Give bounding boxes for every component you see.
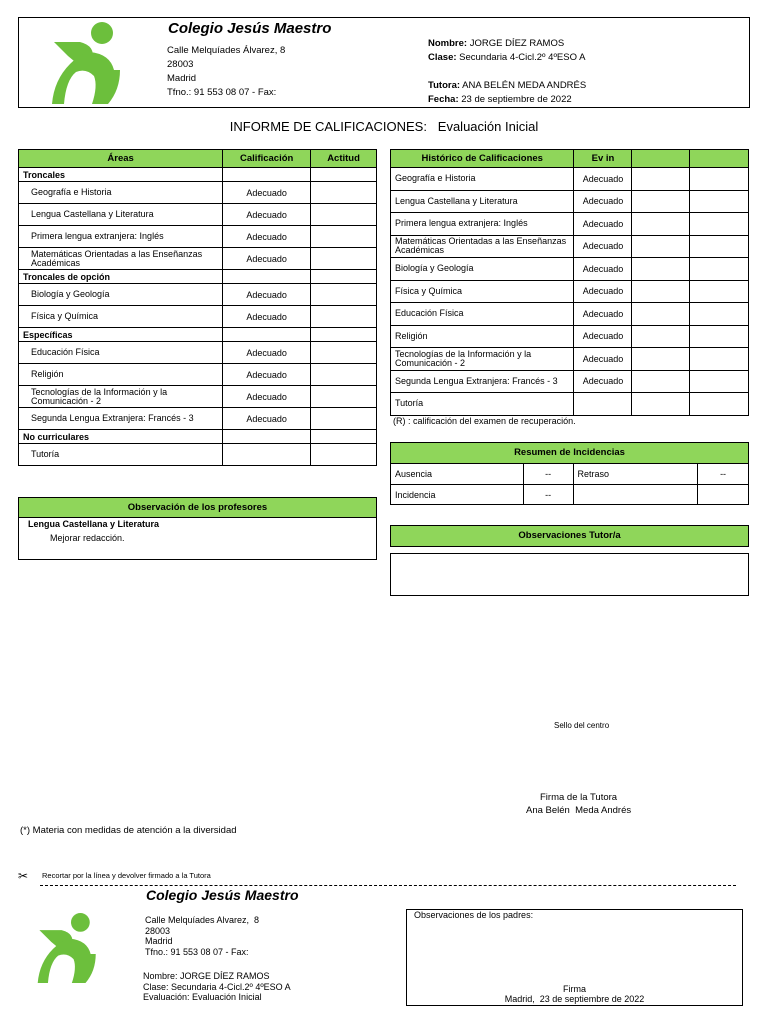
clase-label: Clase: <box>428 52 457 63</box>
grades-attitude <box>311 284 377 306</box>
grades-row <box>19 342 377 364</box>
tutora-name: Ana Belén Meda Andrés <box>526 805 632 816</box>
cut-instructions: Recortar por la línea y devolver firmado a la Tutora <box>42 871 211 880</box>
history-cell-empty <box>690 258 749 281</box>
slip-clase: Clase: Secundaria 4-Cicl.2º 4ºESO A <box>143 981 291 992</box>
history-cell-empty <box>690 168 749 191</box>
grades-cell-empty <box>311 270 377 284</box>
city: Madrid <box>167 73 197 84</box>
history-cell-empty <box>690 393 749 416</box>
grades-section-row <box>19 270 377 284</box>
grades-header-area: Áreas <box>19 150 223 168</box>
history-row <box>391 280 749 303</box>
nombre-value: JORGE DÍEZ RAMOS <box>469 38 565 49</box>
retraso-label: Retraso <box>573 464 698 485</box>
phone: Tfno.: 91 553 08 07 - Fax: <box>167 87 277 98</box>
grades-grade: Adecuado <box>223 182 311 204</box>
history-cell-empty <box>632 190 690 213</box>
slip-nombre: Nombre: JORGE DÍEZ RAMOS <box>143 971 270 981</box>
grades-area: Educación Física <box>19 342 223 364</box>
slip-address <box>145 915 259 957</box>
grades-section-label: No curriculares <box>19 430 223 444</box>
history-row <box>391 393 749 416</box>
grades-section-row <box>19 430 377 444</box>
grades-row <box>19 182 377 204</box>
grades-cell-empty <box>311 328 377 342</box>
incidencia-label: Incidencia <box>391 485 524 505</box>
grades-attitude <box>311 182 377 204</box>
history-grade: Adecuado <box>574 258 632 281</box>
obs-tutor-box <box>390 553 749 596</box>
address-line: Calle Melquíades Álvarez, 8 <box>167 45 286 56</box>
grades-area: Física y Química <box>19 306 223 328</box>
obs-profesores-text: Mejorar redacción. <box>50 533 125 543</box>
history-area: Educación Física <box>391 303 574 326</box>
history-cell-empty <box>632 168 690 191</box>
grades-section-label: Específicas <box>19 328 223 342</box>
history-cell-empty <box>690 280 749 303</box>
grades-grade: Adecuado <box>223 226 311 248</box>
slip-address-line: Calle Melquíades Alvarez, 8 <box>145 915 260 925</box>
grades-cell-empty <box>311 168 377 182</box>
slip-school-logo <box>36 910 100 986</box>
slip-phone: Tfno.: 91 553 08 07 - Fax: <box>145 946 249 957</box>
obs-profesores-title: Observación de los profesores <box>18 497 377 518</box>
obs-padres-box <box>406 909 743 1006</box>
history-cell-empty <box>690 235 749 258</box>
grades-section-row <box>19 328 377 342</box>
grades-area: Geografía e Historia <box>19 182 223 204</box>
grades-section-label: Troncales <box>19 168 223 182</box>
school-logo <box>50 20 125 106</box>
history-cell-empty <box>632 348 690 371</box>
grades-row <box>19 386 377 408</box>
grades-cell-empty <box>223 168 311 182</box>
grades-table <box>18 149 377 466</box>
slip-postal-code: 28003 <box>145 925 171 936</box>
grades-attitude <box>311 386 377 408</box>
incidencias-empty <box>698 485 749 505</box>
grades-header-grade: Calificación <box>223 150 311 168</box>
history-area: Segunda Lengua Extranjera: Francés - 3 <box>391 370 574 393</box>
history-cell-empty <box>632 325 690 348</box>
history-row <box>391 213 749 236</box>
postal-code: 28003 <box>167 59 194 70</box>
history-cell-empty <box>632 280 690 303</box>
history-area: Geografía e Historia <box>391 168 574 191</box>
obs-profesores-box <box>18 517 377 560</box>
history-area: Física y Química <box>391 280 574 303</box>
grades-grade: Adecuado <box>223 386 311 408</box>
slip-evaluacion: Evaluación: Evaluación Inicial <box>143 992 262 1002</box>
footnote: (*) Materia con medidas de atención a la diversidad <box>20 825 237 836</box>
cut-line <box>40 885 736 886</box>
grades-area: Tecnologías de la Información y la Comunicación - 2 <box>19 386 223 408</box>
sello-label: Sello del centro <box>554 721 610 730</box>
slip-student-info <box>143 971 291 1003</box>
history-grade: Adecuado <box>574 280 632 303</box>
grades-attitude <box>311 408 377 430</box>
report-title: INFORME DE CALIFICACIONES: Evaluación Inicial <box>229 119 539 134</box>
grades-cell-empty <box>223 430 311 444</box>
history-header-col4 <box>690 150 749 168</box>
grades-row <box>19 204 377 226</box>
grades-attitude <box>311 364 377 386</box>
history-cell-empty <box>690 325 749 348</box>
grades-section-label: Troncales de opción <box>19 270 223 284</box>
history-grade: Adecuado <box>574 168 632 191</box>
history-grade: Adecuado <box>574 213 632 236</box>
history-header-area: Histórico de Calificaciones <box>391 150 574 168</box>
incidencias-title: Resumen de Incidencias <box>390 442 749 464</box>
history-area: Primera lengua extranjera: Inglés <box>391 213 574 236</box>
history-area: Matemáticas Orientadas a las Enseñanzas Académicas <box>391 235 574 258</box>
grades-area: Matemáticas Orientadas a las Enseñanzas Académicas <box>19 248 223 270</box>
firma-label: Firma <box>563 984 586 994</box>
history-cell-empty <box>632 213 690 236</box>
obs-tutor-title: Observaciones Tutor/a <box>390 525 749 547</box>
grades-area: Primera lengua extranjera: Inglés <box>19 226 223 248</box>
history-grade: Adecuado <box>574 325 632 348</box>
grades-area: Religión <box>19 364 223 386</box>
retraso-value: -- <box>698 464 749 485</box>
grades-row <box>19 284 377 306</box>
grades-grade: Adecuado <box>223 248 311 270</box>
grades-row <box>19 408 377 430</box>
grades-row <box>19 226 377 248</box>
history-grade: Adecuado <box>574 235 632 258</box>
tutora-value: ANA BELÉN MEDA ANDRÉS <box>462 80 587 91</box>
incidencias-table <box>390 463 749 505</box>
history-cell-empty <box>690 303 749 326</box>
grades-cell-empty <box>223 270 311 284</box>
history-row <box>391 190 749 213</box>
grades-attitude <box>311 342 377 364</box>
history-header-col3 <box>632 150 690 168</box>
grades-grade: Adecuado <box>223 284 311 306</box>
school-address <box>167 44 285 100</box>
history-row <box>391 370 749 393</box>
history-area: Religión <box>391 325 574 348</box>
grades-area: Segunda Lengua Extranjera: Francés - 3 <box>19 408 223 430</box>
fecha-label: Fecha: <box>428 94 459 105</box>
history-area: Tutoría <box>391 393 574 416</box>
grades-area: Biología y Geología <box>19 284 223 306</box>
history-row <box>391 348 749 371</box>
history-row <box>391 325 749 348</box>
history-cell-empty <box>632 258 690 281</box>
grades-attitude <box>311 248 377 270</box>
school-name: Colegio Jesús Maestro <box>168 20 332 37</box>
grades-attitude <box>311 306 377 328</box>
tutora-label: Tutora: <box>428 80 461 91</box>
history-cell-empty <box>632 393 690 416</box>
header-box <box>18 17 750 108</box>
slip-school-name: Colegio Jesús Maestro <box>146 887 299 903</box>
history-row <box>391 258 749 281</box>
grades-grade: Adecuado <box>223 204 311 226</box>
history-cell-empty <box>690 348 749 371</box>
grades-section-row <box>19 168 377 182</box>
grades-grade: Adecuado <box>223 342 311 364</box>
firma-tutora-label: Firma de la Tutora <box>540 792 618 803</box>
history-grade <box>574 393 632 416</box>
grades-row <box>19 248 377 270</box>
incidencia-value: -- <box>523 485 573 505</box>
history-cell-empty <box>690 370 749 393</box>
grades-row <box>19 306 377 328</box>
history-row <box>391 303 749 326</box>
grades-row <box>19 364 377 386</box>
history-grade: Adecuado <box>574 190 632 213</box>
student-info <box>428 37 586 107</box>
history-header-evin: Ev in <box>574 150 632 168</box>
history-row <box>391 168 749 191</box>
incidencias-empty <box>573 485 698 505</box>
grades-row <box>19 444 377 466</box>
ausencia-label: Ausencia <box>391 464 524 485</box>
grades-area: Tutoría <box>19 444 223 466</box>
history-cell-empty <box>632 303 690 326</box>
grades-grade: Adecuado <box>223 306 311 328</box>
grades-header-attitude: Actitud <box>311 150 377 168</box>
grades-attitude <box>311 444 377 466</box>
ausencia-value: -- <box>523 464 573 485</box>
clase-value: Secundaria 4-Cicl.2º 4ºESO A <box>459 52 586 63</box>
slip-city: Madrid <box>145 936 173 946</box>
grades-grade: Adecuado <box>223 408 311 430</box>
history-area: Tecnologías de la Información y la Comunicación - 2 <box>391 348 574 371</box>
history-cell-empty <box>690 213 749 236</box>
obs-padres-label: Observaciones de los padres: <box>414 910 534 920</box>
fecha-value: 23 de septiembre de 2022 <box>461 94 572 105</box>
grades-grade: Adecuado <box>223 364 311 386</box>
history-area: Biología y Geología <box>391 258 574 281</box>
firma-date: Madrid, 23 de septiembre de 2022 <box>504 994 645 1004</box>
history-grade: Adecuado <box>574 303 632 326</box>
history-table <box>390 149 749 416</box>
nombre-label: Nombre: <box>428 38 468 49</box>
grades-area: Lengua Castellana y Literatura <box>19 204 223 226</box>
history-cell-empty <box>690 190 749 213</box>
history-grade: Adecuado <box>574 348 632 371</box>
grades-cell-empty <box>311 430 377 444</box>
history-area: Lengua Castellana y Literatura <box>391 190 574 213</box>
grades-cell-empty <box>223 328 311 342</box>
grades-attitude <box>311 204 377 226</box>
history-row <box>391 235 749 258</box>
history-grade: Adecuado <box>574 370 632 393</box>
scissors-icon: ✂ <box>18 869 29 883</box>
history-note: (R) : calificación del examen de recuperación. <box>393 416 576 426</box>
obs-profesores-subject: Lengua Castellana y Literatura <box>28 519 160 529</box>
grades-grade <box>223 444 311 466</box>
history-cell-empty <box>632 370 690 393</box>
grades-attitude <box>311 226 377 248</box>
history-cell-empty <box>632 235 690 258</box>
